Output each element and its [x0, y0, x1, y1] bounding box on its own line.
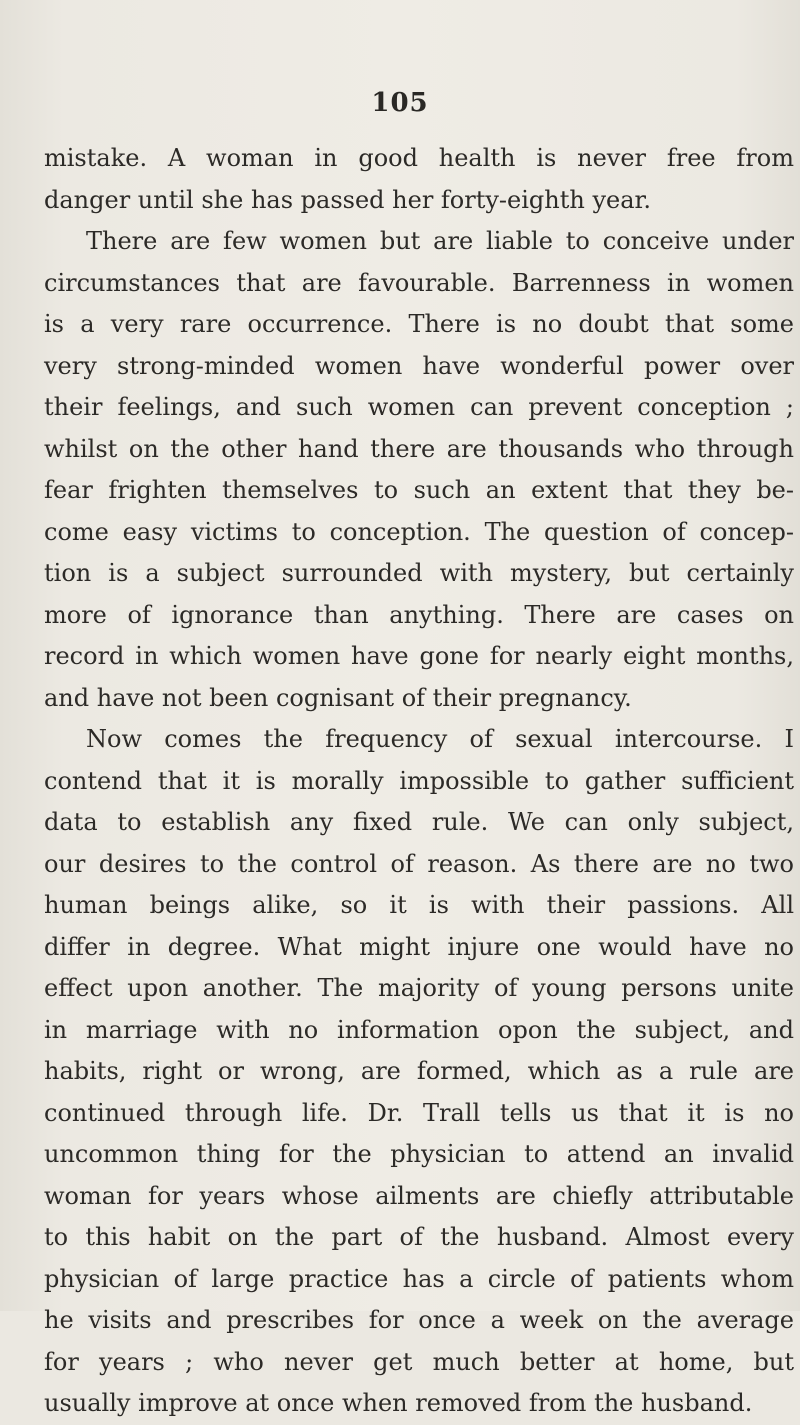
text-line: Now comes the frequency of sexual intercourse. I	[86, 725, 794, 753]
text-line: mistake. A woman in good health is never free from	[44, 144, 794, 172]
text-line: data to establish any fixed rule. We can only subject,	[44, 808, 794, 836]
text-line: to this habit on the part of the husband. Almost every	[44, 1223, 794, 1251]
text-line: record in which women have gone for nearly eight months,	[44, 642, 794, 670]
text-line: very strong-minded women have wonderful power over	[44, 351, 794, 380]
body-text	[44, 138, 794, 1425]
text-line: contend that it is morally impossible to gather sufficient	[44, 766, 794, 795]
text-line: come easy victims to conception. The question of concep-	[44, 517, 794, 546]
text-line: physician of large practice has a circle of patients whom	[44, 1264, 794, 1293]
text-line: uncommon thing for the physician to attend an invalid	[44, 1140, 794, 1168]
text-line: whilst on the other hand there are thousands who through	[44, 434, 794, 463]
text-line: usually improve at once when removed from the husband.	[44, 1389, 753, 1417]
text-line: our desires to the control of reason. As there are no two	[44, 849, 794, 878]
text-line: fear frighten themselves to such an extent that they be-	[44, 476, 794, 504]
text-line: human beings alike, so it is with their passions. All	[44, 891, 794, 919]
text-line: circumstances that are favourable. Barrenness in women	[44, 268, 794, 297]
text-line: is a very rare occurrence. There is no doubt that some	[44, 310, 794, 338]
text-line: in marriage with no information opon the subject, and	[44, 1015, 794, 1044]
text-line: their feelings, and such women can prevent conception ;	[44, 393, 794, 421]
text-line: more of ignorance than anything. There are cases on	[44, 600, 794, 629]
page-number: 105	[371, 88, 429, 118]
text-line: habits, right or wrong, are formed, which as a rule are	[44, 1057, 794, 1085]
text-line: tion is a subject surrounded with mystery, but certainly	[44, 559, 794, 587]
text-line: differ in degree. What might injure one would have no	[44, 932, 794, 961]
text-line: for years ; who never get much better at home, but	[44, 1347, 794, 1376]
text-line: danger until she has passed her forty-eighth year.	[44, 185, 651, 214]
text-line: he visits and prescribes for once a week on the average	[44, 1306, 794, 1334]
text-line: continued through life. Dr. Trall tells us that it is no	[44, 1098, 794, 1127]
text-line: effect upon another. The majority of young persons unite	[44, 974, 794, 1002]
text-line: There are few women but are liable to conceive under	[86, 227, 794, 255]
text-line: woman for years whose ailments are chiefly attributable	[44, 1181, 794, 1210]
text-line: and have not been cognisant of their pregnancy.	[44, 683, 632, 712]
